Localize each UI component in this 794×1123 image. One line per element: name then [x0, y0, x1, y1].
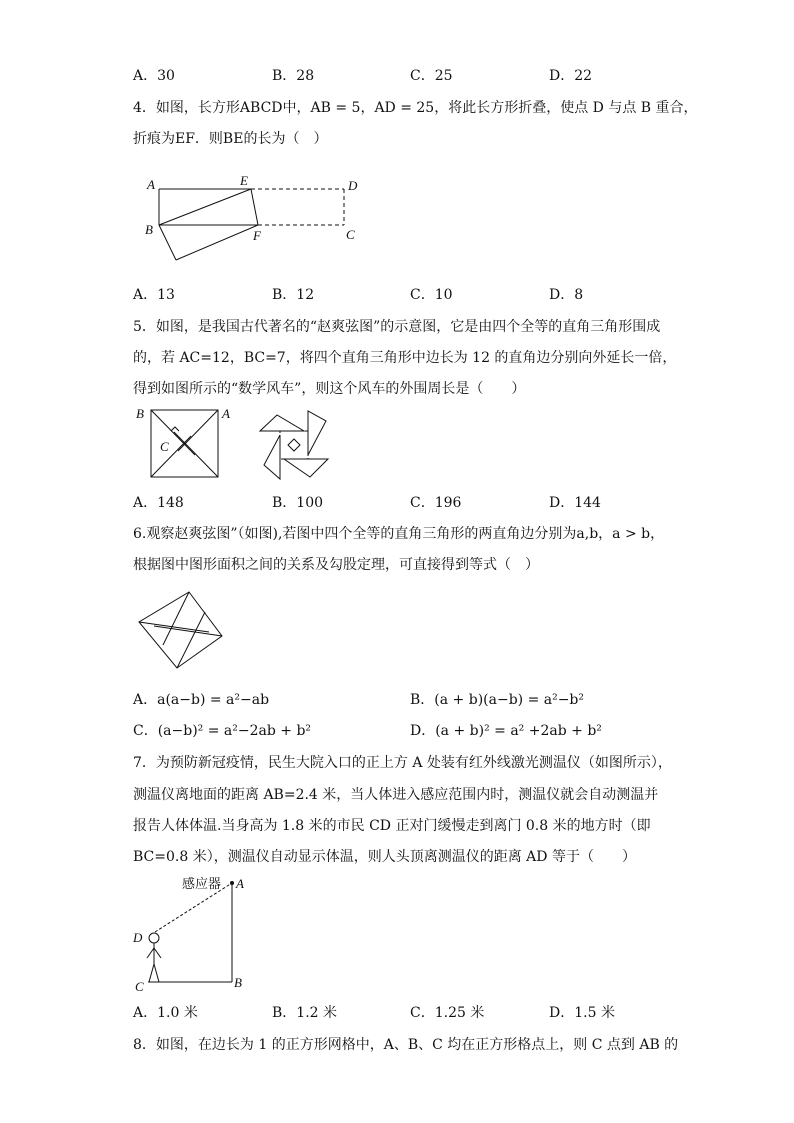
q5-text-line-3: 得到如图所示的“数学风车”，则这个风车的外围周长是（ ）: [133, 381, 526, 397]
q4-figure: [140, 172, 370, 267]
q7-label-c: C: [135, 979, 144, 994]
q6-option-a: A．a(a−b) = a²−ab: [133, 692, 270, 708]
q7-label-b: B: [234, 975, 242, 990]
q5-text-line-2: 的，若 AC=12，BC=7，将四个直角三角形中边长为 12 的直角边分别向外延长一倍，: [133, 350, 677, 366]
q5-figure-xian-tu: [133, 403, 238, 483]
q6-option-c: C．(a−b)² = a²−2ab + b²: [133, 723, 312, 739]
q6-text-line-1: 6.观察赵爽弦图”（如图),若图中四个全等的直角三角形的两直角边分别为a,b，a > b，: [133, 526, 665, 542]
q5-option-b: B．100: [272, 495, 324, 511]
q3-option-c: C．25: [410, 68, 453, 84]
q4-option-c: C．10: [410, 287, 453, 303]
q7-text-line-1: 7．为预防新冠疫情，民生大院入口的正上方 A 处装有红外线激光测温仪（如图所示），: [133, 755, 672, 771]
q4-text-line-1: 4．如图，长方形ABCD中，AB = 5，AD = 25，将此长方形折叠，使点 D 与点 B 重合，: [133, 100, 698, 116]
q7-text-line-2: 测温仪离地面的距离 AB=2.4 米，当人体进入感应范围内时，测温仪就会自动测温并: [133, 787, 659, 803]
q6-option-d: D．(a + b)² = a² +2ab + b²: [410, 723, 602, 739]
q5-option-c: C．196: [410, 495, 462, 511]
q6-text-line-2: 根据图中图形面积之间的关系及勾股定理，可直接得到等式（ ）: [133, 557, 539, 573]
q4-label-a: A: [147, 177, 155, 192]
q3-option-a: A．30: [133, 68, 175, 84]
q7-text-line-4: BC=0.8 米），测温仪自动显示体温，则人头顶离测温仪的距离 AD 等于（ ）: [133, 849, 636, 865]
q4-label-b: B: [145, 222, 153, 237]
q3-option-b: B．28: [272, 68, 315, 84]
q7-option-c: C．1.25 米: [410, 1005, 485, 1021]
q4-option-b: B．12: [272, 287, 315, 303]
q7-option-d: D．1.5 米: [549, 1005, 615, 1021]
q5-option-a: A．148: [133, 495, 184, 511]
q4-option-d: D．8: [549, 287, 584, 303]
q4-option-a: A．13: [133, 287, 175, 303]
q5-option-d: D．144: [549, 495, 601, 511]
q6-figure: [133, 588, 228, 673]
q7-option-b: B．1.2 米: [272, 1005, 338, 1021]
q7-option-a: A．1.0 米: [133, 1005, 198, 1021]
q4-label-c: C: [346, 227, 355, 242]
q5-label-c: C: [160, 439, 169, 454]
q4-text-line-2: 折痕为EF．则BE的长为（ ）: [133, 131, 328, 147]
q7-text-line-3: 报告人体体温.当身高为 1.8 米的市民 CD 正对门缓慢走到离门 0.8 米的地方时（即: [133, 818, 651, 834]
q4-label-f: F: [253, 228, 261, 243]
q4-label-d: D: [348, 178, 358, 193]
q7-label-a: A: [236, 876, 244, 891]
q7-label-sensor: 感应器: [182, 876, 222, 891]
q4-label-e: E: [240, 173, 248, 188]
q5-label-b: B: [136, 406, 144, 421]
q3-option-d: D．22: [549, 68, 593, 84]
q7-label-d: D: [133, 930, 143, 945]
q5-label-a: A: [222, 406, 230, 421]
q5-text-line-1: 5．如图，是我国古代著名的“赵爽弦图”的示意图，它是由四个全等的直角三角形围成: [133, 319, 661, 335]
q8-text-line-1: 8．如图，在边长为 1 的正方形网格中，A、B、C 均在正方形格点上，则 C 点到 AB 的: [133, 1037, 679, 1053]
q6-option-b: B．(a + b)(a−b) = a²−b²: [410, 692, 585, 708]
q7-figure: [130, 870, 260, 995]
q5-figure-windmill: [252, 403, 337, 483]
